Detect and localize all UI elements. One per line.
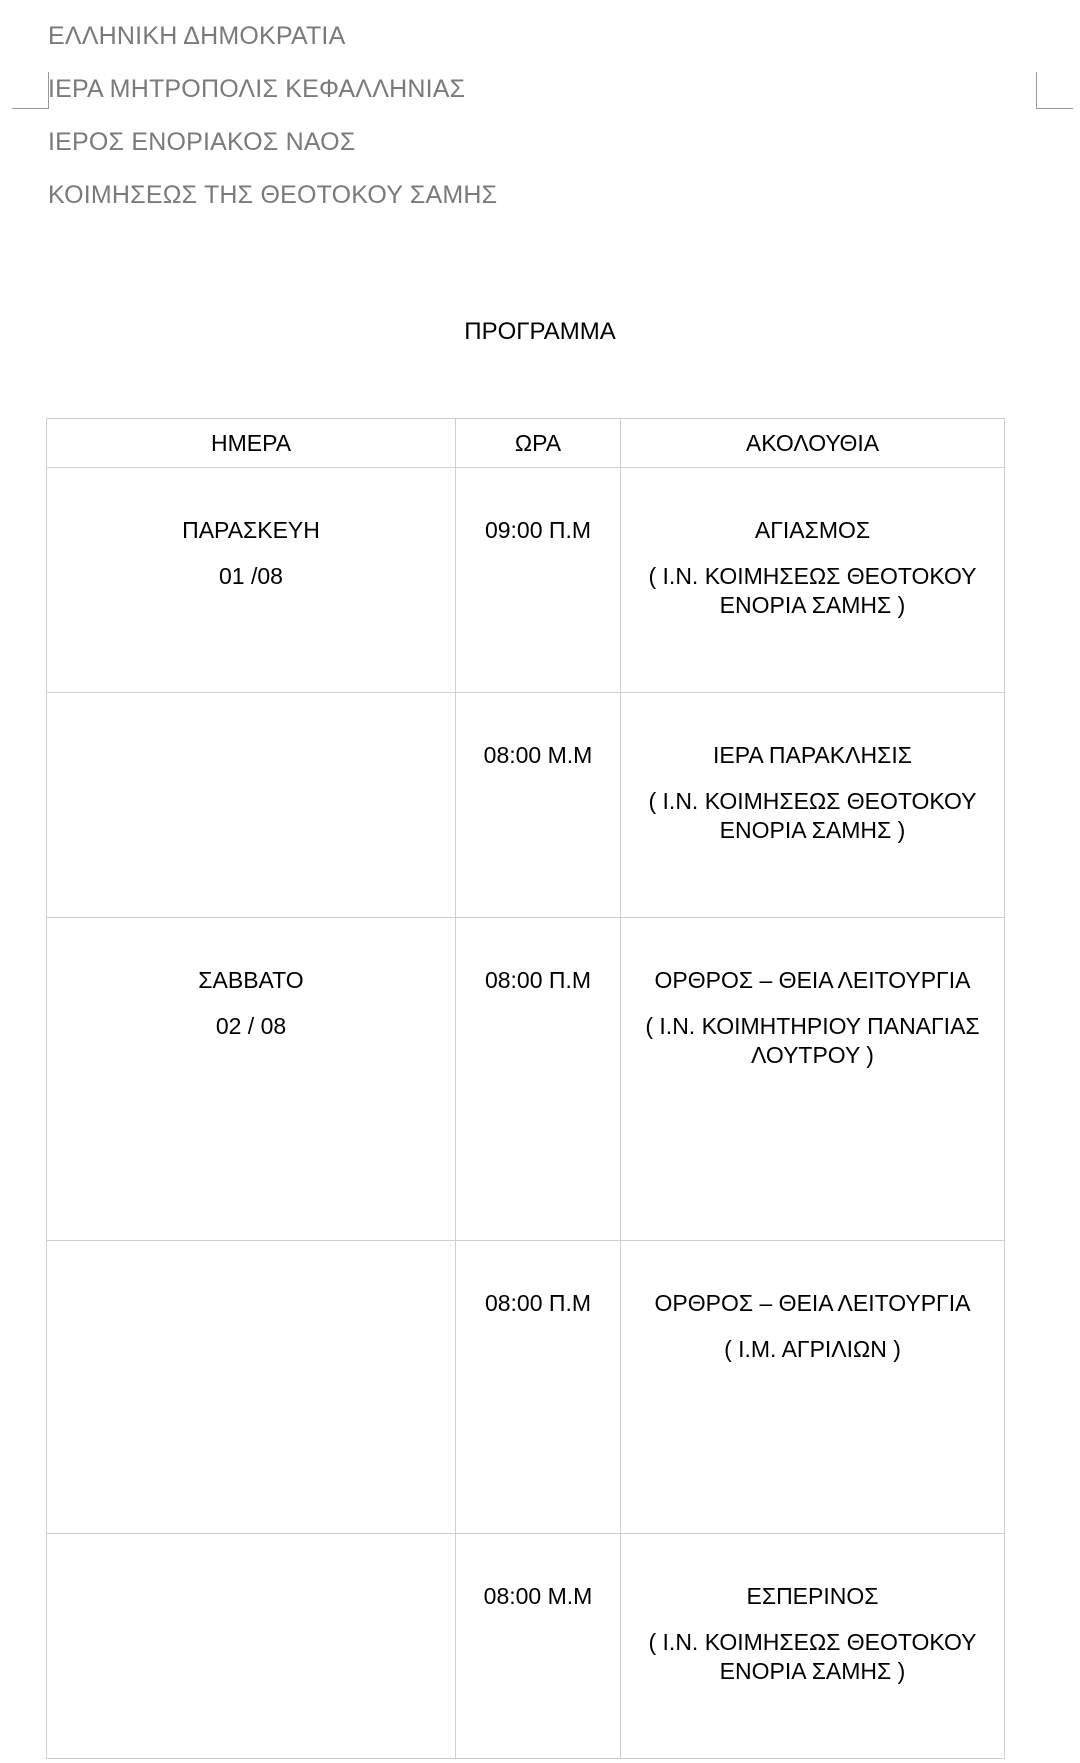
table-header-row <box>47 419 1005 468</box>
day-cell <box>47 1241 456 1534</box>
service-cell <box>621 468 1005 693</box>
header-line-dormition: ΚΟΙΜΗΣΕΩΣ ΤΗΣ ΘΕΟΤΟΚΟΥ ΣΑΜΗΣ <box>48 181 498 209</box>
service-name: ΟΡΘΡΟΣ – ΘΕΙΑ ΛΕΙΤΟΥΡΓΙΑ <box>654 1290 971 1316</box>
schedule-table <box>46 418 1005 1759</box>
service-cell <box>621 1241 1005 1534</box>
header-line-republic: ΕΛΛΗΝΙΚΗ ΔΗΜΟΚΡΑΤΙΑ <box>48 22 346 50</box>
crop-mark-right <box>1036 72 1073 109</box>
service-name: ΕΣΠΕΡΙΝΟΣ <box>746 1583 879 1609</box>
service-cell <box>621 693 1005 918</box>
crop-mark-left <box>12 72 49 109</box>
day-name: ΠΑΡΑΣΚΕΥΗ <box>182 517 320 543</box>
service-time: 08:00 Μ.Μ <box>483 1583 593 1609</box>
table-row <box>47 693 1005 918</box>
service-time: 08:00 Μ.Μ <box>483 742 593 768</box>
service-location: ( Ι.Μ. ΑΓΡΙΛΙΩΝ ) <box>724 1336 901 1362</box>
service-location: ( Ι.Ν. ΚΟΙΜΗΤΗΡΙΟΥ ΠΑΝΑΓΙΑΣ ΛΟΥΤΡΟΥ ) <box>645 1013 980 1068</box>
document-title: ΠΡΟΓΡΑΜΜΑ <box>464 318 616 345</box>
service-time: 08:00 Π.Μ <box>484 1290 592 1316</box>
service-location: ( Ι.Ν. ΚΟΙΜΗΣΕΩΣ ΘΕΟΤΟΚΟΥ ΕΝΟΡΙΑ ΣΑΜΗΣ ) <box>648 563 977 618</box>
service-cell <box>621 918 1005 1241</box>
column-header-service: ΑΚΟΛΟΥΘΙΑ <box>621 419 1005 468</box>
service-name: ΑΓΙΑΣΜΟΣ <box>754 517 871 543</box>
day-name <box>47 1287 455 1319</box>
service-name: ΟΡΘΡΟΣ – ΘΕΙΑ ΛΕΙΤΟΥΡΓΙΑ <box>654 967 971 993</box>
table-row <box>47 468 1005 693</box>
service-location: ( Ι.Ν. ΚΟΙΜΗΣΕΩΣ ΘΕΟΤΟΚΟΥ ΕΝΟΡΙΑ ΣΑΜΗΣ ) <box>648 788 977 843</box>
day-name <box>47 1580 455 1612</box>
header-line-metropolis: ΙΕΡΑ ΜΗΤΡΟΠΟΛΙΣ ΚΕΦΑΛΛΗΝΙΑΣ <box>48 75 466 103</box>
document-header <box>48 18 497 230</box>
service-time: 08:00 Π.Μ <box>484 967 592 993</box>
day-date: 02 / 08 <box>215 1013 287 1039</box>
day-cell <box>47 468 456 693</box>
service-location: ( Ι.Ν. ΚΟΙΜΗΣΕΩΣ ΘΕΟΤΟΚΟΥ ΕΝΟΡΙΑ ΣΑΜΗΣ ) <box>648 1629 977 1684</box>
time-cell <box>456 918 621 1241</box>
time-cell <box>456 468 621 693</box>
table-row <box>47 918 1005 1241</box>
service-cell <box>621 1534 1005 1759</box>
day-name: ΣΑΒΒΑΤΟ <box>198 967 304 993</box>
table-row <box>47 1241 1005 1534</box>
column-header-time: ΩΡΑ <box>456 419 621 468</box>
header-line-church: ΙΕΡΟΣ ΕΝΟΡΙΑΚΟΣ ΝΑΟΣ <box>48 128 356 156</box>
day-cell <box>47 918 456 1241</box>
table-row <box>47 1534 1005 1759</box>
service-name: ΙΕΡΑ ΠΑΡΑΚΛΗΣΙΣ <box>713 742 912 768</box>
time-cell <box>456 1534 621 1759</box>
day-cell <box>47 693 456 918</box>
day-date: 01 /08 <box>219 563 283 589</box>
service-time: 09:00 Π.Μ <box>484 517 592 543</box>
day-cell <box>47 1534 456 1759</box>
time-cell <box>456 693 621 918</box>
day-name <box>47 739 455 771</box>
column-header-day: ΗΜΕΡΑ <box>47 419 456 468</box>
time-cell <box>456 1241 621 1534</box>
